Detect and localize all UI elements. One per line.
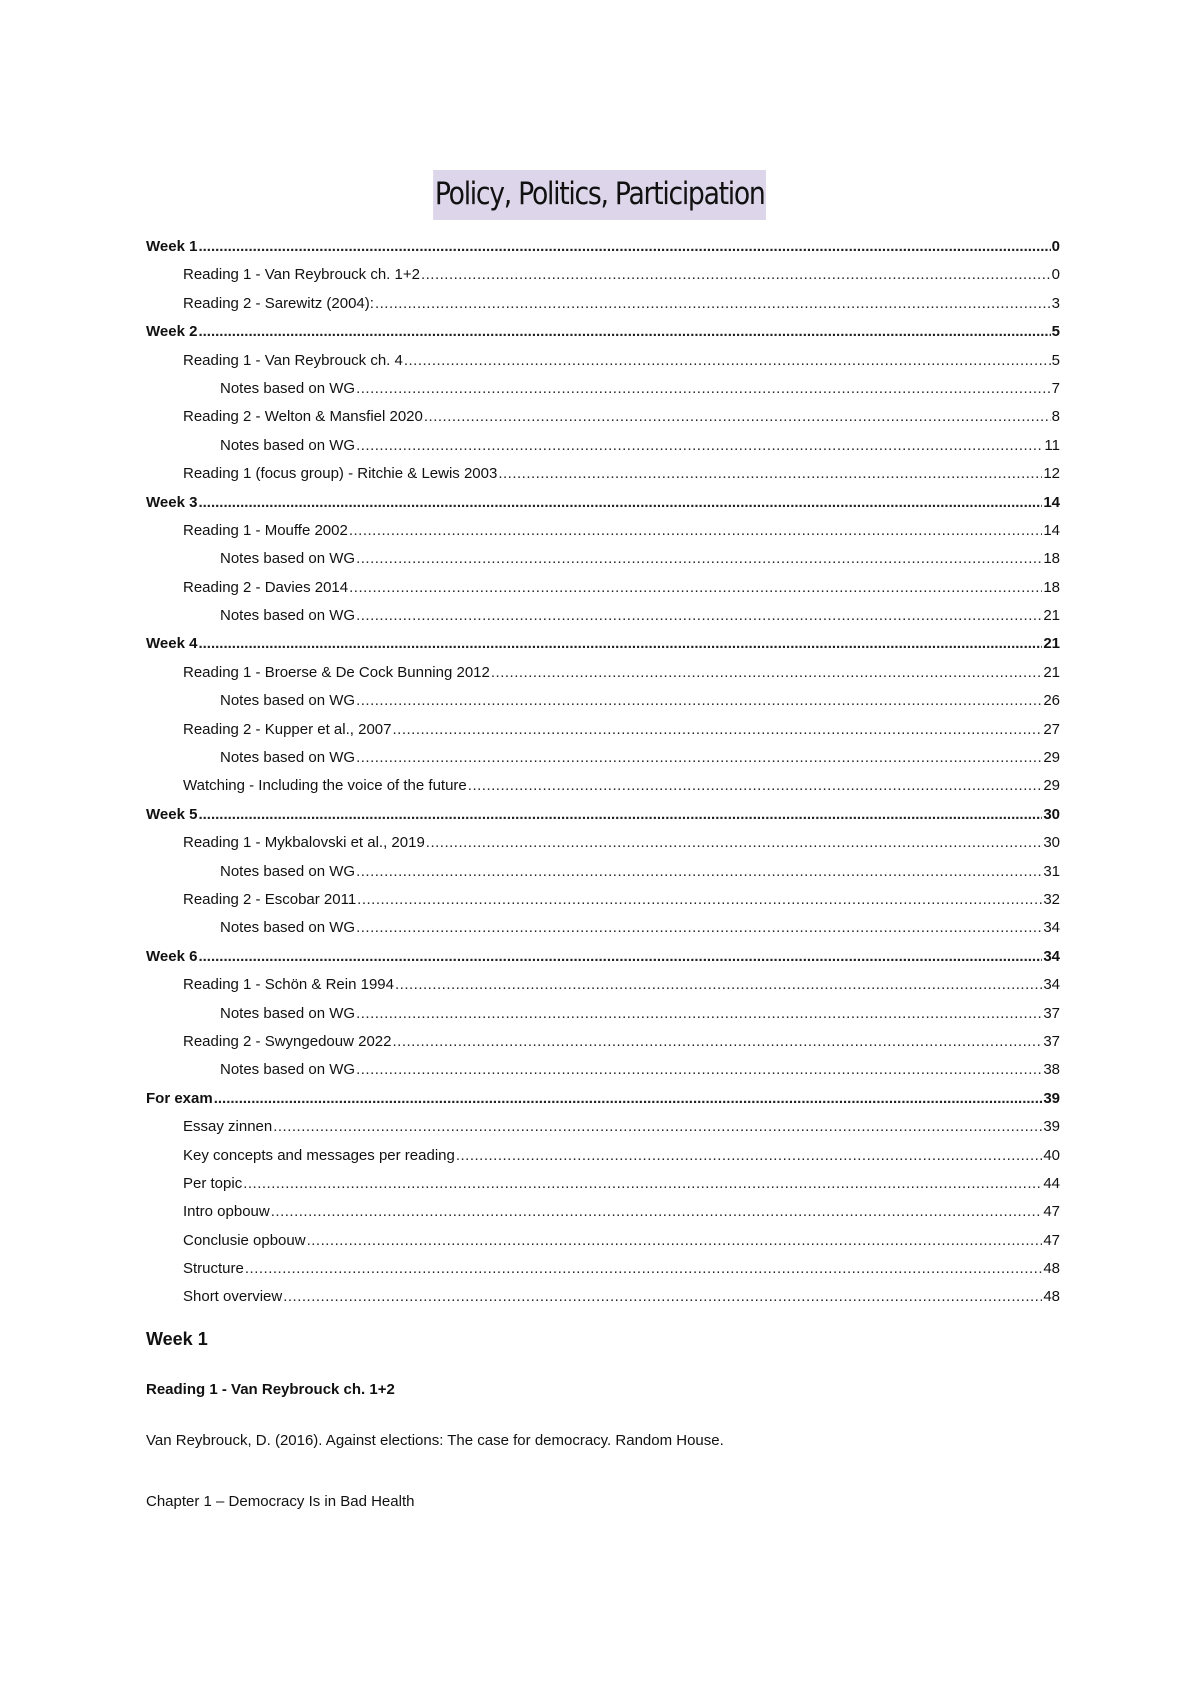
- toc-entry-label[interactable]: Notes based on WG: [220, 919, 356, 937]
- toc-dot-leader: [456, 1142, 1042, 1170]
- toc-entry-label[interactable]: Reading 2 - Sarewitz (2004):: [183, 294, 374, 312]
- toc-entry-page-number: 18: [1043, 550, 1060, 568]
- toc-entry-label[interactable]: Intro opbouw: [183, 1203, 270, 1221]
- toc-entry[interactable]: [146, 1113, 1060, 1141]
- toc-entry-page-number: 0: [1051, 238, 1060, 255]
- toc-entry-label[interactable]: Conclusie opbouw: [183, 1231, 306, 1249]
- toc-dot-leader: [498, 460, 1042, 488]
- toc-dot-leader: [424, 403, 1051, 431]
- toc-entry-label[interactable]: Per topic: [183, 1174, 243, 1192]
- toc-entry-page-number: 39: [1043, 1118, 1060, 1136]
- toc-entry-page-number: 39: [1043, 1089, 1060, 1107]
- toc-entry-page-number: 12: [1043, 465, 1060, 483]
- toc-entry-label[interactable]: Reading 2 - Escobar 2011: [183, 890, 357, 908]
- toc-entry-page-number: 34: [1043, 947, 1060, 965]
- toc-entry-label[interactable]: Reading 2 - Swyngedouw 2022: [183, 1032, 392, 1050]
- toc-entry-label[interactable]: Notes based on WG: [220, 1004, 356, 1022]
- toc-entry[interactable]: [146, 1142, 1060, 1170]
- toc-dot-leader: [349, 574, 1042, 602]
- toc-entry[interactable]: [146, 1198, 1060, 1226]
- toc-dot-leader: [214, 1085, 1043, 1113]
- toc-entry-page-number: 21: [1043, 635, 1060, 653]
- toc-entry[interactable]: [146, 1085, 1060, 1113]
- toc-entry[interactable]: [146, 1255, 1060, 1283]
- toc-dot-leader: [356, 545, 1042, 573]
- toc-entry-page-number: 47: [1043, 1203, 1060, 1221]
- toc-entry-page-number: 27: [1043, 720, 1060, 738]
- toc-entry-label[interactable]: Week 5: [146, 805, 198, 823]
- toc-entry[interactable]: [146, 1283, 1060, 1311]
- toc-entry-page-number: 7: [1051, 379, 1060, 397]
- toc-entry-label[interactable]: Reading 2 - Welton & Mansfiel 2020: [183, 408, 423, 426]
- toc-entry[interactable]: [146, 1227, 1060, 1255]
- toc-entry-page-number: 21: [1043, 663, 1060, 681]
- toc-dot-leader: [356, 432, 1043, 460]
- toc-entry-label[interactable]: Reading 2 - Davies 2014: [183, 578, 349, 596]
- toc-entry-page-number: 48: [1043, 1260, 1060, 1278]
- toc-dot-leader: [198, 801, 1042, 829]
- toc-dot-leader: [357, 886, 1042, 914]
- toc-entry-label[interactable]: Notes based on WG: [220, 379, 356, 397]
- toc-entry[interactable]: [146, 489, 1060, 517]
- toc-entry-label[interactable]: Reading 1 - Schön & Rein 1994: [183, 976, 394, 994]
- toc-entry-page-number: 31: [1043, 862, 1060, 880]
- toc-entry[interactable]: [146, 943, 1060, 971]
- toc-entry-page-number: 0: [1051, 266, 1060, 284]
- toc-dot-leader: [468, 772, 1043, 800]
- toc-entry[interactable]: [146, 914, 1060, 942]
- toc-dot-leader: [307, 1227, 1043, 1255]
- toc-entry-page-number: 48: [1043, 1288, 1060, 1306]
- toc-entry-page-number: 29: [1043, 749, 1060, 767]
- toc-entry-page-number: 11: [1044, 436, 1060, 454]
- toc-entry-page-number: 30: [1043, 805, 1060, 823]
- toc-entry[interactable]: [146, 403, 1060, 431]
- toc-dot-leader: [245, 1255, 1042, 1283]
- toc-dot-leader: [356, 602, 1042, 630]
- toc-entry-label[interactable]: Reading 1 - Broerse & De Cock Bunning 2012: [183, 663, 490, 681]
- toc-entry-label[interactable]: Reading 1 - Mouffe 2002: [183, 521, 348, 539]
- toc-entry-page-number: 44: [1043, 1174, 1060, 1192]
- toc-entry-label[interactable]: Reading 1 - Mykbalovski et al., 2019: [183, 834, 425, 852]
- toc-entry-page-number: 40: [1043, 1146, 1060, 1164]
- toc-entry-label[interactable]: Week 4: [146, 635, 198, 653]
- toc-entry-page-number: 34: [1043, 919, 1060, 937]
- toc-entry-label[interactable]: Watching - Including the voice of the future: [183, 777, 467, 795]
- toc-entry-page-number: 14: [1043, 493, 1060, 511]
- toc-entry-label[interactable]: Structure: [183, 1260, 244, 1278]
- toc-entry[interactable]: [146, 659, 1060, 687]
- toc-dot-leader: [198, 630, 1042, 658]
- toc-entry-label[interactable]: Notes based on WG: [220, 692, 356, 710]
- toc-entry-label[interactable]: Reading 2 - Kupper et al., 2007: [183, 720, 392, 738]
- toc-dot-leader: [356, 914, 1042, 942]
- toc-entry[interactable]: [146, 858, 1060, 886]
- toc-dot-leader: [356, 858, 1042, 886]
- toc-entry[interactable]: [146, 744, 1060, 772]
- toc-entry-page-number: 29: [1043, 777, 1060, 795]
- toc-entry-label[interactable]: Reading 1 - Van Reybrouck ch. 4: [183, 351, 403, 369]
- toc-entry[interactable]: [146, 545, 1060, 573]
- toc-entry-page-number: 5: [1051, 351, 1060, 369]
- toc-dot-leader: [375, 290, 1051, 318]
- toc-entry[interactable]: [146, 460, 1060, 488]
- toc-entry[interactable]: [146, 233, 1060, 261]
- toc-entry-page-number: 26: [1043, 692, 1060, 710]
- toc-dot-leader: [491, 659, 1042, 687]
- toc-entry[interactable]: [146, 432, 1060, 460]
- toc-entry-page-number: 21: [1043, 607, 1060, 625]
- toc-entry-label[interactable]: Notes based on WG: [220, 607, 356, 625]
- toc-dot-leader: [198, 318, 1050, 346]
- toc-entry-page-number: 38: [1043, 1061, 1060, 1079]
- toc-entry-page-number: 34: [1043, 976, 1060, 994]
- toc-entry[interactable]: [146, 261, 1060, 289]
- toc-entry-label[interactable]: Notes based on WG: [220, 550, 356, 568]
- toc-dot-leader: [421, 261, 1051, 289]
- toc-entry[interactable]: [146, 602, 1060, 630]
- toc-entry[interactable]: [146, 886, 1060, 914]
- toc-entry[interactable]: [146, 1028, 1060, 1056]
- toc-entry[interactable]: [146, 687, 1060, 715]
- toc-entry-label[interactable]: Key concepts and messages per reading: [183, 1146, 455, 1164]
- toc-entry-label[interactable]: For exam: [146, 1089, 213, 1107]
- toc-dot-leader: [356, 1000, 1042, 1028]
- document-title: Policy, Politics, Participation: [433, 170, 766, 220]
- toc-dot-leader: [356, 687, 1042, 715]
- toc-dot-leader: [426, 829, 1043, 857]
- toc-entry-label[interactable]: Week 6: [146, 947, 198, 965]
- toc-entry-label[interactable]: Notes based on WG: [220, 1061, 356, 1079]
- toc-entry-page-number: 8: [1051, 408, 1060, 426]
- toc-dot-leader: [404, 347, 1051, 375]
- toc-entry[interactable]: [146, 716, 1060, 744]
- toc-entry[interactable]: [146, 1056, 1060, 1084]
- toc-entry[interactable]: [146, 829, 1060, 857]
- toc-entry-label[interactable]: Notes based on WG: [220, 436, 356, 454]
- toc-dot-leader: [198, 943, 1042, 971]
- toc-entry[interactable]: [146, 574, 1060, 602]
- toc-entry-page-number: 37: [1043, 1032, 1060, 1050]
- toc-dot-leader: [243, 1170, 1042, 1198]
- toc-entry[interactable]: [146, 290, 1060, 318]
- toc-entry[interactable]: [146, 630, 1060, 658]
- toc-dot-leader: [283, 1283, 1042, 1311]
- toc-dot-leader: [271, 1198, 1043, 1226]
- toc-dot-leader: [392, 1028, 1042, 1056]
- chapter-heading: Chapter 1 – Democracy Is in Bad Health: [146, 1493, 415, 1510]
- toc-entry-page-number: 37: [1043, 1004, 1060, 1022]
- week-heading: Week 1: [146, 1329, 208, 1349]
- toc-entry[interactable]: [146, 347, 1060, 375]
- toc-entry-page-number: 3: [1051, 294, 1060, 312]
- toc-dot-leader: [198, 233, 1050, 261]
- reading-heading: Reading 1 - Van Reybrouck ch. 1+2: [146, 1381, 395, 1398]
- toc-entry-page-number: 32: [1043, 890, 1060, 908]
- toc-entry[interactable]: [146, 971, 1060, 999]
- toc-entry-label[interactable]: Short overview: [183, 1288, 283, 1306]
- toc-entry-label[interactable]: Notes based on WG: [220, 749, 356, 767]
- toc-entry-page-number: 5: [1051, 323, 1060, 341]
- toc-entry-page-number: 18: [1043, 578, 1060, 596]
- toc-entry-page-number: 14: [1043, 521, 1060, 539]
- toc-entry-label[interactable]: Essay zinnen: [183, 1118, 273, 1136]
- toc-dot-leader: [392, 716, 1042, 744]
- toc-entry[interactable]: [146, 375, 1060, 403]
- toc-dot-leader: [356, 375, 1051, 403]
- table-of-contents: [146, 233, 1060, 1312]
- toc-entry-page-number: 47: [1043, 1231, 1060, 1249]
- toc-entry-label[interactable]: Week 3: [146, 493, 198, 511]
- toc-dot-leader: [356, 744, 1042, 772]
- toc-entry[interactable]: [146, 1000, 1060, 1028]
- toc-entry-label[interactable]: Week 2: [146, 323, 198, 341]
- toc-entry[interactable]: [146, 772, 1060, 800]
- citation-text: Van Reybrouck, D. (2016). Against elections: The case for democracy. Random House.: [146, 1432, 724, 1449]
- toc-entry-label[interactable]: Notes based on WG: [220, 862, 356, 880]
- toc-entry[interactable]: [146, 801, 1060, 829]
- toc-dot-leader: [395, 971, 1042, 999]
- toc-entry-page-number: 30: [1043, 834, 1060, 852]
- toc-entry-label[interactable]: Week 1: [146, 238, 198, 255]
- toc-entry[interactable]: [146, 517, 1060, 545]
- title-container: [0, 170, 1200, 220]
- toc-dot-leader: [273, 1113, 1042, 1141]
- toc-dot-leader: [198, 489, 1042, 517]
- toc-entry-label[interactable]: Reading 1 - Van Reybrouck ch. 1+2: [183, 266, 420, 284]
- toc-dot-leader: [349, 517, 1042, 545]
- toc-entry[interactable]: [146, 1170, 1060, 1198]
- toc-entry-label[interactable]: Reading 1 (focus group) - Ritchie & Lewis 2003: [183, 465, 498, 483]
- toc-entry[interactable]: [146, 318, 1060, 346]
- toc-dot-leader: [356, 1056, 1042, 1084]
